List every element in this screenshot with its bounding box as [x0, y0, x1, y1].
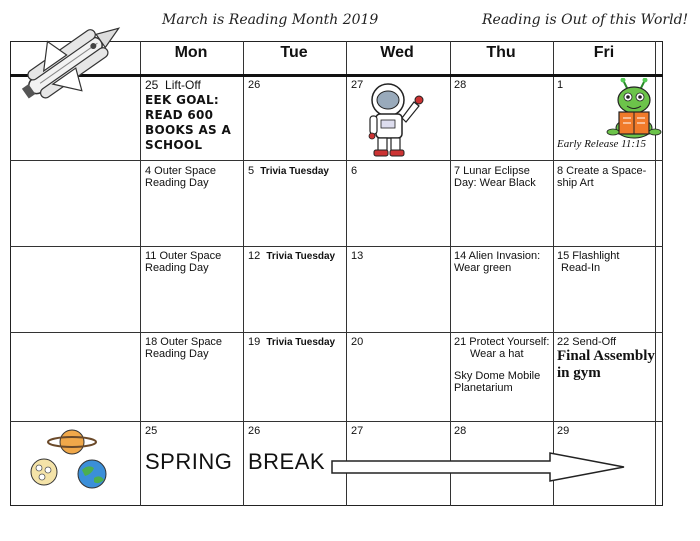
- day-header-tue: Tue: [280, 44, 308, 61]
- date-number: 28: [454, 425, 467, 437]
- theme-title: Reading is Out of this World!: [482, 12, 689, 28]
- event-highlight: in gym: [557, 365, 601, 381]
- astronaut-icon: [362, 78, 434, 158]
- event-title: Lift-Off: [165, 78, 201, 92]
- date-number: 26: [248, 425, 261, 437]
- event-title: Trivia Tuesday: [266, 337, 336, 348]
- day-header-wed: Wed: [380, 44, 414, 61]
- date-number: 27: [351, 425, 364, 437]
- day-cell-tue-5: [248, 165, 329, 178]
- grid-line: [140, 41, 141, 506]
- day-cell-thu-7: [454, 165, 536, 189]
- day-cell-thu-21: [454, 336, 549, 394]
- date-number: 12: [248, 250, 261, 262]
- event-text: 22 Send-Off: [557, 336, 617, 348]
- spring-label: SPRING: [145, 449, 233, 474]
- day-cell-thu-14: [454, 250, 540, 274]
- event-text: 8 Create a Space-: [557, 165, 647, 177]
- day-cell-tue-12: [248, 250, 335, 263]
- date-number: 13: [351, 250, 364, 262]
- date-number: 26: [248, 79, 261, 91]
- day-cell-fri-8: [557, 165, 646, 189]
- day-cell-mon-4: [145, 165, 216, 189]
- day-cell-fri-22: [557, 336, 655, 382]
- event-text: ship Art: [557, 177, 594, 189]
- event-text: 18 Outer Space: [145, 336, 223, 348]
- event-text: 7 Lunar Eclipse: [454, 165, 530, 177]
- grid-line: [450, 41, 451, 506]
- date-number: 20: [351, 336, 364, 348]
- date-number: 5: [248, 165, 255, 177]
- row-divider: [10, 332, 663, 333]
- event-text: 4 Outer Space: [145, 165, 216, 177]
- event-text: 14 Alien Invasion:: [454, 250, 541, 262]
- date-number: 25: [145, 425, 158, 437]
- day-cell-mon-11: [145, 250, 221, 274]
- event-text: Wear green: [454, 262, 512, 274]
- month-title: March is Reading Month 2019: [162, 12, 379, 28]
- event-text: Read-In: [561, 262, 601, 274]
- event-text: Reading Day: [145, 177, 209, 189]
- event-text: Planetarium: [454, 382, 513, 394]
- day-header-fri: Fri: [593, 44, 615, 61]
- event-text: Wear a hat: [470, 348, 524, 360]
- arrow-icon: [330, 450, 630, 484]
- goal-line: SCHOOL: [145, 138, 203, 152]
- date-number: 28: [454, 79, 467, 91]
- grid-line: [553, 41, 554, 506]
- event-highlight: Final Assembly: [557, 348, 655, 364]
- row-divider: [10, 421, 663, 422]
- event-text: 15 Flashlight: [557, 250, 620, 262]
- space-shuttle-icon: [14, 16, 136, 108]
- reading-goal: [145, 93, 231, 153]
- planets-icon: [22, 426, 122, 496]
- day-header-mon: Mon: [174, 44, 208, 61]
- date-number: 19: [248, 336, 261, 348]
- event-title: Trivia Tuesday: [266, 251, 336, 262]
- event-text: 11 Outer Space: [145, 250, 222, 262]
- goal-line: BOOKS AS A: [145, 123, 232, 137]
- event-text: Sky Dome Mobile: [454, 370, 541, 382]
- day-cell-mon-25: [145, 79, 201, 91]
- goal-line: EEK GOAL:: [145, 93, 220, 107]
- event-text: Reading Day: [145, 348, 209, 360]
- day-header-thu: Thu: [486, 44, 516, 61]
- break-label: BREAK: [248, 449, 326, 474]
- alien-reading-icon: [605, 78, 665, 142]
- grid-line: [346, 41, 347, 506]
- event-text: Day: Wear Black: [454, 177, 536, 189]
- goal-line: READ 600: [145, 108, 214, 122]
- grid-line: [243, 41, 244, 506]
- date-number: 1: [557, 79, 564, 91]
- date-number: 29: [557, 425, 570, 437]
- early-release-note: Early Release 11:15: [557, 138, 646, 150]
- date-number: 6: [351, 165, 358, 177]
- event-text: 21 Protect Yourself:: [454, 336, 550, 348]
- day-cell-tue-19: [248, 336, 335, 349]
- day-cell-mon-18: [145, 336, 222, 360]
- row-divider: [10, 160, 663, 161]
- date-number: 27: [351, 79, 364, 91]
- day-cell-fri-15: [557, 250, 619, 274]
- event-text: Reading Day: [145, 262, 209, 274]
- date-number: 25: [145, 78, 159, 92]
- row-divider: [10, 246, 663, 247]
- event-title: Trivia Tuesday: [260, 166, 329, 177]
